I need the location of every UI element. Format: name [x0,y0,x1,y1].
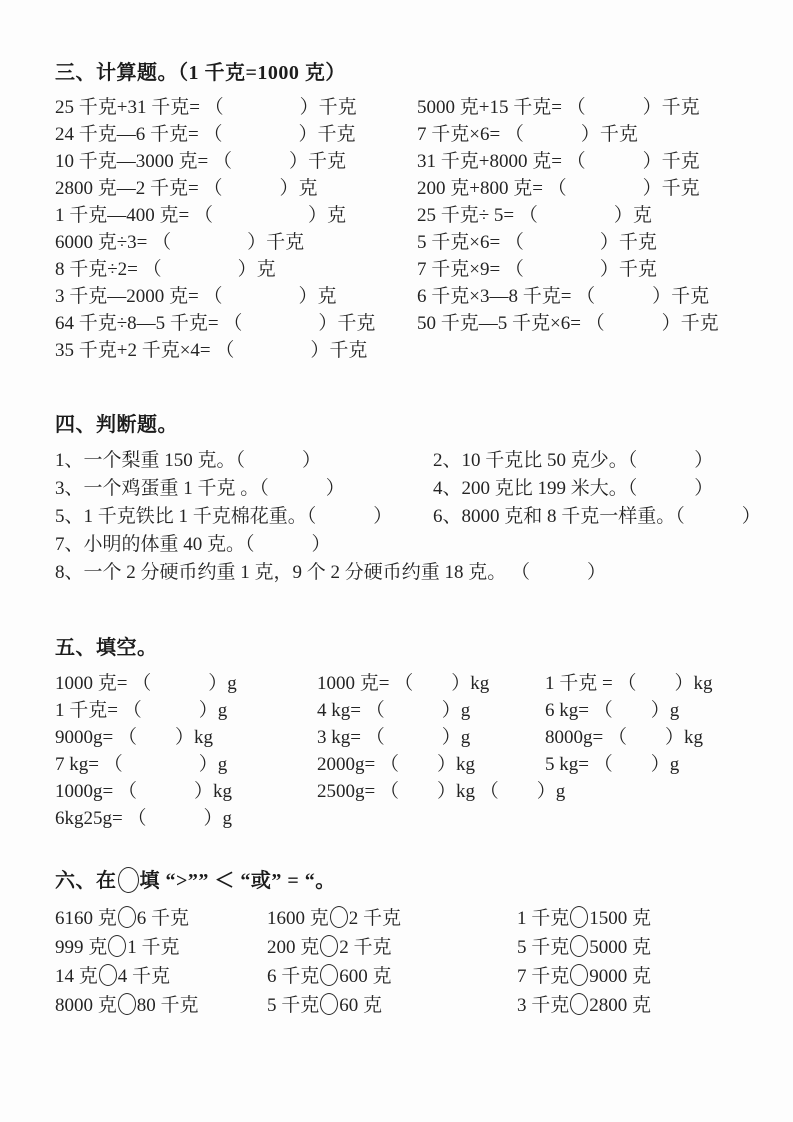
calc-item-left: 25 千克+31 千克= （ ）千克 [55,97,357,118]
calc-item-right: 50 千克—5 千克×6= （ ）千克 [417,313,719,334]
compare-rows [55,904,757,1020]
compare-item [267,962,517,991]
calc-row [55,202,757,229]
compare-left-value: 7 千克 [517,966,570,987]
judge-heading: 四、判断题。 [55,414,178,436]
judge-row [55,531,757,559]
compare-item [517,904,757,933]
calc-item-left: 3 千克—2000 克= （ ）克 [55,286,337,307]
compare-item [55,991,267,1020]
calc-row [55,121,757,148]
fill-row [55,697,757,724]
judge-item-right: 2、10 千克比 50 克少。（ ） [433,450,714,471]
judge-item-left: 8、一个 2 分硬币约重 1 克，9 个 2 分硬币约重 18 克。 （ ） [55,562,607,583]
compare-item [55,962,267,991]
circle-icon [118,867,139,893]
judge-item-left: 7、小明的体重 40 克。（ ） [55,534,331,555]
fill-heading: 五、填空。 [55,637,158,659]
judge-item-left: 1、一个梨重 150 克。（ ） [55,450,322,471]
compare-item [517,933,757,962]
fill-row [55,778,757,805]
circle-icon [118,906,136,928]
judge-row [55,503,761,531]
circle-icon [99,964,117,986]
compare-left-value: 200 克 [267,937,320,958]
calc-item-left: 2800 克—2 千克= （ ）克 [55,178,318,199]
compare-item [267,933,517,962]
calc-item-left: 24 千克—6 千克= （ ）千克 [55,124,356,145]
compare-left-value: 999 克 [55,937,108,958]
circle-icon [330,906,348,928]
compare-left-value: 14 克 [55,966,98,987]
circle-icon [320,964,338,986]
calc-item-right: 31 千克+8000 克= （ ）千克 [417,151,700,172]
fill-item: 9000g= （ ）kg [55,727,213,748]
calc-row [55,256,757,283]
compare-right-value: 4 千克 [117,966,171,987]
fill-item: 2000g= （ ）kg [317,754,475,775]
fill-item: 6 kg= （ ）g [545,700,680,721]
judge-item-right: 4、200 克比 199 米大。（ ） [433,478,714,499]
compare-right-value: 2 千克 [339,937,392,958]
circle-icon [570,935,588,957]
fill-item: 8000g= （ ）kg [545,727,703,748]
fill-item [545,778,757,805]
compare-right-value: 60 克 [339,995,383,1016]
compare-item [267,991,517,1020]
compare-right-value: 9000 克 [589,966,652,987]
judge-item-left: 3、一个鸡蛋重 1 千克 。（ ） [55,478,345,499]
judge-row [55,475,757,503]
fill-item: 7 kg= （ ）g [55,754,228,775]
fill-item: 4 kg= （ ）g [317,700,471,721]
compare-right-value: 5000 克 [589,937,652,958]
fill-row [55,670,757,697]
compare-heading-pre: 六、在 [55,870,117,892]
calc-item-left: 6000 克÷3= （ ）千克 [55,232,305,253]
fill-item [545,805,757,832]
calc-item-right [417,337,757,364]
circle-icon [320,935,338,957]
calc-row [55,337,757,364]
compare-row [55,904,757,933]
compare-right-value: 1 千克 [127,937,180,958]
calc-row [55,94,757,121]
compare-item [55,904,267,933]
compare-left-value: 8000 克 [55,995,117,1016]
compare-heading [55,866,757,896]
compare-left-value: 6160 克 [55,908,117,929]
circle-icon [108,935,126,957]
fill-item: 1000g= （ ）kg [55,781,232,802]
calculation-heading: 三、计算题。（1 千克=1000 克） [55,62,346,84]
compare-item [517,962,757,991]
compare-left-value: 1600 克 [267,908,329,929]
section-fill-blank [55,633,757,832]
calc-item-left: 8 千克÷2= （ ）克 [55,259,276,280]
judge-item-right [433,559,757,587]
compare-right-value: 80 千克 [136,995,199,1016]
calc-row [55,175,757,202]
calc-item-left: 64 千克÷8—5 千克= （ ）千克 [55,313,376,334]
section-judge [55,410,761,587]
compare-right-value: 2 千克 [348,908,402,929]
circle-icon [570,993,588,1015]
section-compare [55,866,757,1020]
calc-item-left: 10 千克—3000 克= （ ）千克 [55,151,346,172]
compare-left-value: 6 千克 [267,966,320,987]
judge-item-right: 6、8000 克和 8 千克一样重。（ ） [433,506,761,527]
fill-item: 1000 克= （ ）kg [317,673,490,694]
calc-item-right: 200 克+800 克= （ ）千克 [417,178,700,199]
fill-item: 6kg25g= （ ）g [55,808,232,829]
fill-rows [55,670,757,832]
calc-item-right: 6 千克×3—8 千克= （ ）千克 [417,286,710,307]
calc-rows [55,94,757,364]
calc-row [55,229,757,256]
fill-item: 3 kg= （ ）g [317,727,471,748]
fill-row [55,751,757,778]
judge-item-right [433,531,757,559]
fill-item: 2500g= （ ）kg （ ）g [317,781,566,802]
judge-rows [55,447,761,587]
calc-row [55,310,757,337]
compare-item [267,904,517,933]
circle-icon [118,993,136,1015]
compare-heading-post: 填 “>”” ＜ “或” = “。 [139,870,336,892]
calc-item-left: 1 千克—400 克= （ ）克 [55,205,346,226]
compare-row [55,962,757,991]
compare-left-value: 5 千克 [517,937,570,958]
compare-row [55,933,757,962]
fill-item: 1000 克= （ ）g [55,673,237,694]
judge-row [55,559,757,587]
fill-item: 5 kg= （ ）g [545,754,680,775]
circle-icon [320,993,338,1015]
worksheet-content [55,58,761,1020]
calc-item-right: 7 千克×9= （ ）千克 [417,259,657,280]
calc-item-right: 25 千克÷ 5= （ ）克 [417,205,652,226]
calc-item-right: 5000 克+15 千克= （ ）千克 [417,97,700,118]
calc-item-left: 35 千克+2 千克×4= （ ）千克 [55,340,368,361]
compare-left-value: 5 千克 [267,995,320,1016]
compare-item [517,991,757,1020]
compare-left-value: 1 千克 [517,908,570,929]
compare-right-value: 600 克 [339,966,392,987]
circle-icon [570,906,588,928]
calc-row [55,148,757,175]
circle-icon [570,964,588,986]
compare-right-value: 1500 克 [589,908,652,929]
judge-item-left: 5、1 千克铁比 1 千克棉花重。（ ） [55,506,393,527]
fill-row [55,724,757,751]
compare-right-value: 2800 克 [589,995,652,1016]
section-calculation [55,58,757,364]
compare-row [55,991,757,1020]
fill-item: 1 千克= （ ）g [55,700,228,721]
compare-item [55,933,267,962]
compare-left-value: 3 千克 [517,995,570,1016]
fill-row [55,805,757,832]
calc-item-right: 7 千克×6= （ ）千克 [417,124,638,145]
judge-row [55,447,757,475]
compare-right-value: 6 千克 [136,908,190,929]
fill-item: 1 千克 = （ ）kg [545,673,713,694]
fill-item [317,805,545,832]
calc-item-right: 5 千克×6= （ ）千克 [417,232,657,253]
calc-row [55,283,757,310]
